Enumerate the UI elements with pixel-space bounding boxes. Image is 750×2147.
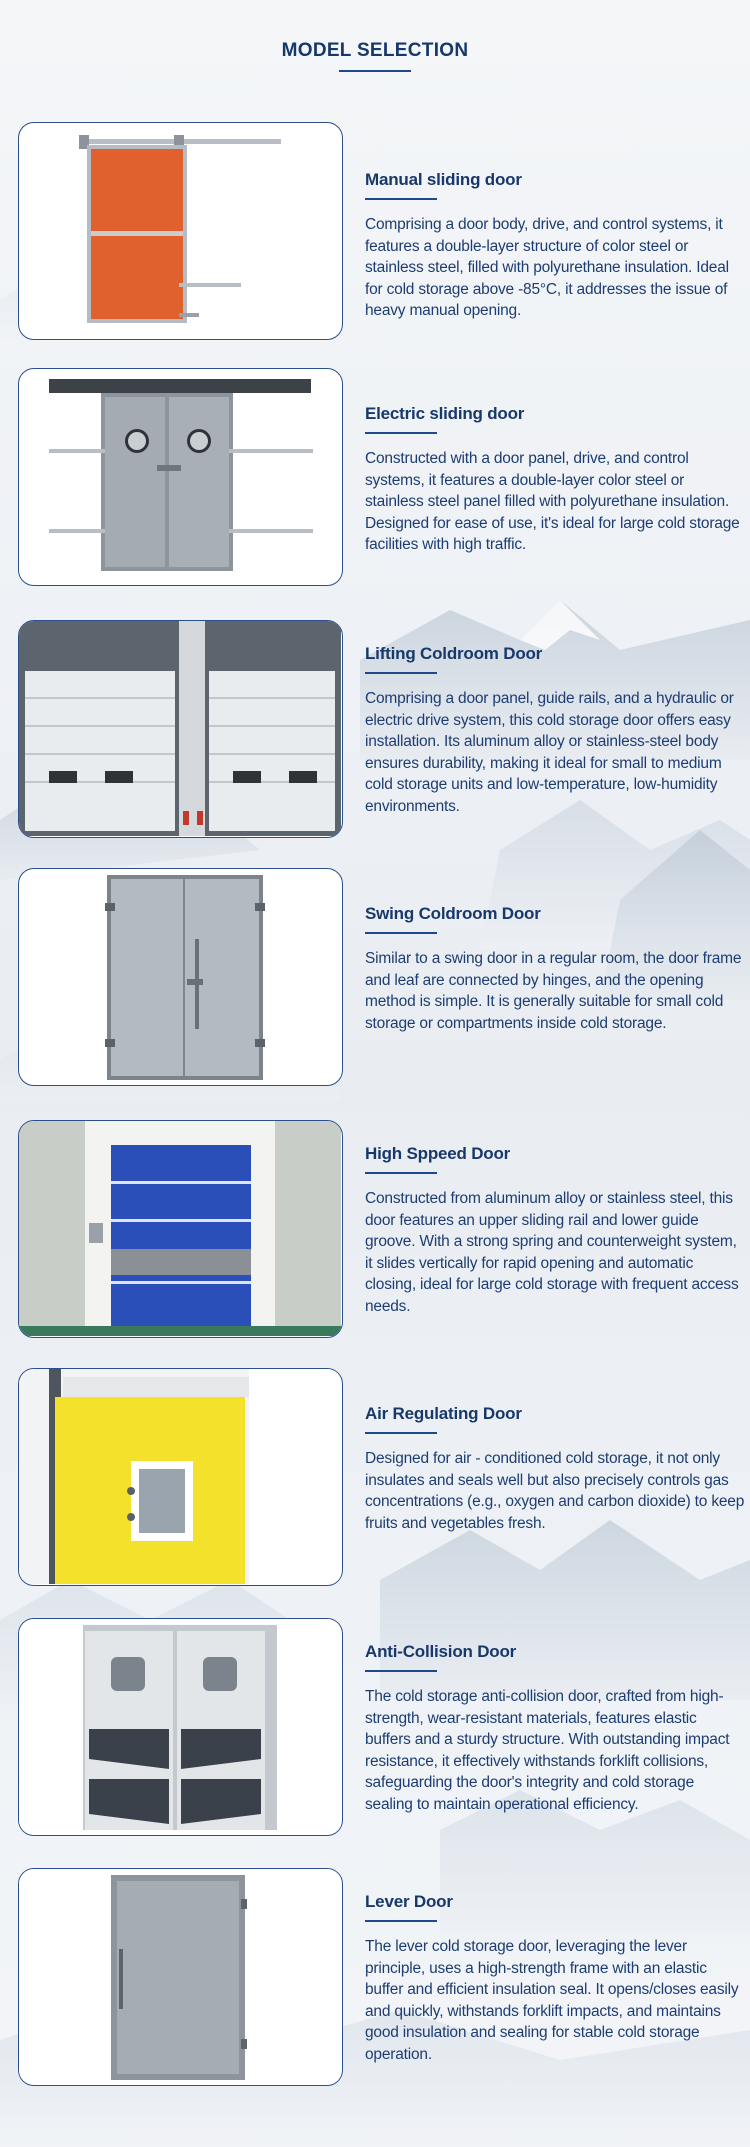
product-title: High Sppeed Door <box>365 1144 511 1163</box>
product-title: Manual sliding door <box>365 170 522 189</box>
product-image-card[interactable] <box>18 368 343 586</box>
page-header <box>0 40 750 72</box>
title-rule <box>365 1920 437 1922</box>
product-title: Swing Coldroom Door <box>365 904 541 923</box>
product-image-card[interactable] <box>18 122 343 340</box>
product-lever-door <box>18 1868 748 2088</box>
product-air-regulating-door <box>18 1368 748 1588</box>
title-rule <box>365 932 437 934</box>
title-rule <box>365 1172 437 1174</box>
product-title: Lifting Coldroom Door <box>365 644 543 663</box>
product-description: Comprising a door body, drive, and control systems, it features a double-layer structure of color steel or stainless steel, filled with polyurethane insulation. Ideal for cold storage above -85°C, it addresses the issue of heavy manual opening. <box>365 216 729 319</box>
product-image-card[interactable] <box>18 1368 343 1586</box>
title-rule <box>365 1432 437 1434</box>
title-underline <box>339 70 411 72</box>
title-rule <box>365 432 437 434</box>
product-image-card[interactable] <box>18 1618 343 1836</box>
product-swing-coldroom-door <box>18 868 748 1088</box>
high-speed-door-image <box>19 1121 341 1336</box>
title-rule <box>365 198 437 200</box>
product-title: Anti-Collision Door <box>365 1642 517 1661</box>
product-image-card[interactable] <box>18 868 343 1086</box>
product-description: Comprising a door panel, guide rails, and a hydraulic or electric drive system, this cold storage door offers easy installation. Its aluminum alloy or stainless-steel body ensures durability, making it ideal for small to medium cold storage units and low-temperature, low-humidity environments. <box>365 690 734 815</box>
product-anti-collision-door <box>18 1618 748 1838</box>
product-title: Air Regulating Door <box>365 1404 522 1423</box>
swing-coldroom-door-image <box>19 869 341 1084</box>
product-description: Designed for air - conditioned cold storage, it not only insulates and seals well but also precisely controls gas concentrations (e.g., oxygen and carbon dioxide) to keep fruits and vegetables fresh. <box>365 1450 745 1532</box>
product-high-speed-door <box>18 1120 748 1340</box>
product-image-card[interactable] <box>18 620 343 838</box>
product-description: Constructed from aluminum alloy or stainless steel, this door features an upper sliding rail and lower guide groove. With a strong spring and counterweight system, it slides vertically for rapid opening and automatic closing, ideal for large cold storage with frequent access needs. <box>365 1190 739 1315</box>
product-lifting-coldroom-door <box>18 620 748 840</box>
product-description: The cold storage anti-collision door, crafted from high-strength, wear-resistant materials, features elastic buffers and a sturdy structure. With outstanding impact resistance, it effectively withstands forklift collisions, safeguarding the door's integrity and cold storage sealing to maintain operational efficiency. <box>365 1688 730 1813</box>
product-manual-sliding-door <box>18 122 748 342</box>
manual-sliding-door-image <box>19 123 341 338</box>
product-description: The lever cold storage door, leveraging the lever principle, uses a high-strength frame with an elastic buffer and efficient insulation seal. It opens/closes easily and quickly, withstands forklift impacts, and maintains good insulation and sealing for stable cold storage operation. <box>365 1938 739 2063</box>
product-description: Constructed with a door panel, drive, and control systems, it features a double-layer color steel or stainless steel panel filled with polyurethane insulation. Designed for ease of use, it's ideal for large cold storage facilities with high traffic. <box>365 450 740 553</box>
product-description: Similar to a swing door in a regular room, the door frame and leaf are connected by hinges, and the opening method is simple. It is generally suitable for small cold storage or compartments inside cold storage. <box>365 950 742 1032</box>
page-title: MODEL SELECTION <box>281 40 469 61</box>
product-image-card[interactable] <box>18 1868 343 2086</box>
anti-collision-door-image <box>19 1619 341 1834</box>
air-regulating-door-image <box>19 1369 341 1584</box>
electric-sliding-door-image <box>19 369 341 584</box>
product-title: Lever Door <box>365 1892 453 1911</box>
title-rule <box>365 1670 437 1672</box>
title-rule <box>365 672 437 674</box>
product-electric-sliding-door <box>18 368 748 588</box>
product-image-card[interactable] <box>18 1120 343 1338</box>
lifting-coldroom-door-image <box>19 621 341 836</box>
lever-door-image <box>19 1869 341 2084</box>
product-title: Electric sliding door <box>365 404 525 423</box>
